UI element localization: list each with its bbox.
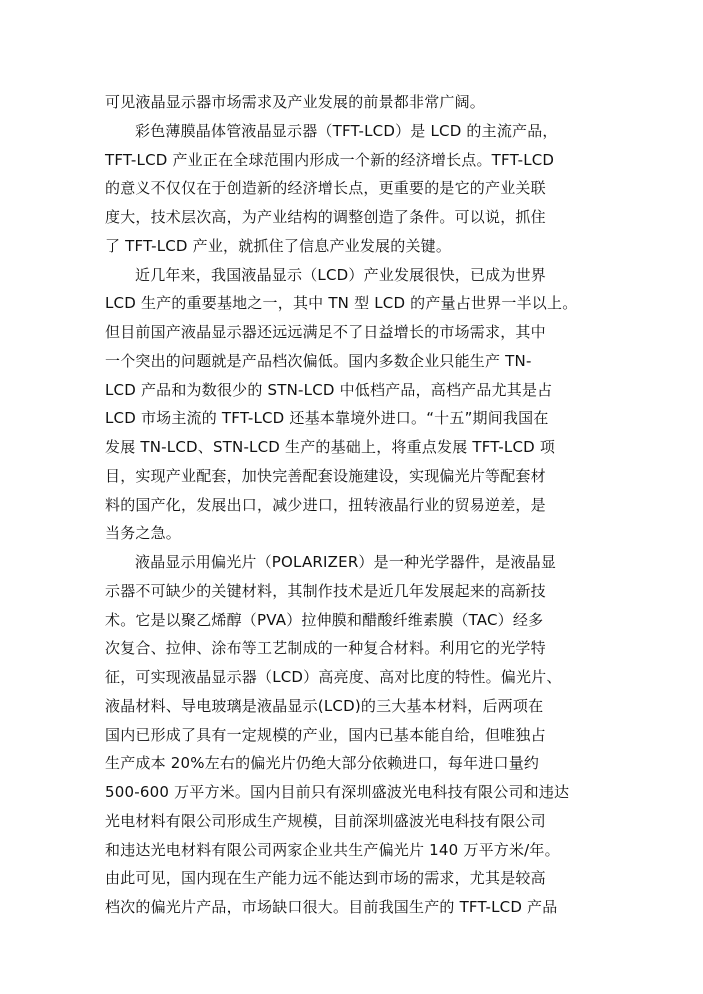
text-line: 和违达光电材料有限公司两家企业共生产偏光片 140 万平方米/年。 — [105, 840, 560, 859]
body-text — [105, 88, 625, 922]
text-line: 次复合、拉伸、涂布等工艺制成的一种复合材料。利用它的光学特 — [105, 639, 546, 658]
text-line: 但目前国产液晶显示器还远远满足不了日益增长的市场需求，其中 — [105, 323, 546, 341]
text-line: LCD 市场主流的 TFT-LCD 还基本靠境外进口。“十五”期间我国在 — [105, 409, 549, 428]
text-line: 目，实现产业配套，加快完善配套设施建设，实现偏光片等配套材 — [105, 466, 546, 485]
text-line: 近几年来，我国液晶显示（LCD）产业发展很快，已成为世界 — [135, 265, 546, 284]
text-line: 可见液晶显示器市场需求及产业发展的前景都非常广阔。 — [105, 93, 486, 111]
text-line: 彩色薄膜晶体管液晶显示器（TFT-LCD）是 LCD 的主流产品， — [135, 121, 558, 140]
text-line: 了 TFT-LCD 产业，就抓住了信息产业发展的关键。 — [105, 236, 452, 255]
text-line: 500-600 万平方米。国内目前只有深圳盛波光电科技有限公司和违达 — [105, 783, 570, 801]
text-line: 生产成本 20%左右的偏光片仍绝大部分依赖进口，每年进口量约 — [105, 754, 540, 773]
text-line: 的意义不仅仅在于创造新的经济增长点，更重要的是它的产业关联 — [105, 179, 546, 198]
text-line: 术。它是以聚乙烯醇（PVA）拉伸膜和醋酸纤维素膜（TAC）经多 — [105, 610, 544, 629]
text-line: 液晶显示用偏光片（POLARIZER）是一种光学器件，是液晶显 — [135, 553, 557, 571]
text-line: 液晶材料、导电玻璃是液晶显示(LCD)的三大基本材料，后两项在 — [105, 696, 544, 715]
text-line: 示器不可缺少的关键材料，其制作技术是近几年发展起来的高新技 — [105, 581, 546, 600]
text-line: 光电材料有限公司形成生产规模，目前深圳盛波光电科技有限公司 — [105, 811, 546, 830]
text-line: LCD 生产的重要基地之一，其中 TN 型 LCD 的产量占世界一半以上。 — [105, 294, 578, 313]
text-line: 由此可见，国内现在生产能力远不能达到市场的需求，尤其是较高 — [105, 869, 546, 888]
text-line: 一个突出的问题就是产品档次偏低。国内多数企业只能生产 TN- — [105, 351, 532, 370]
text-line: 国内已形成了具有一定规模的产业，国内已基本能自给，但唯独占 — [105, 725, 546, 744]
text-line: 档次的偏光片产品，市场缺口很大。目前我国生产的 TFT-LCD 产品 — [105, 898, 558, 916]
text-line: TFT-LCD 产业正在全球范围内形成一个新的经济增长点。TFT-LCD — [105, 150, 555, 169]
text-line: 度大，技术层次高，为产业结构的调整创造了条件。可以说，抓住 — [105, 208, 546, 226]
text-line: LCD 产品和为数很少的 STN-LCD 中低档产品，高档产品尤其是占 — [105, 380, 553, 399]
text-line: 当务之急。 — [105, 524, 182, 543]
text-line: 征，可实现液晶显示器（LCD）高亮度、高对比度的特性。偏光片、 — [105, 668, 562, 686]
text-line: 发展 TN-LCD、STN-LCD 生产的基础上，将重点发展 TFT-LCD 项 — [105, 438, 556, 456]
text-line: 料的国产化，发展出口，减少进口，扭转液晶行业的贸易逆差，是 — [105, 495, 546, 514]
